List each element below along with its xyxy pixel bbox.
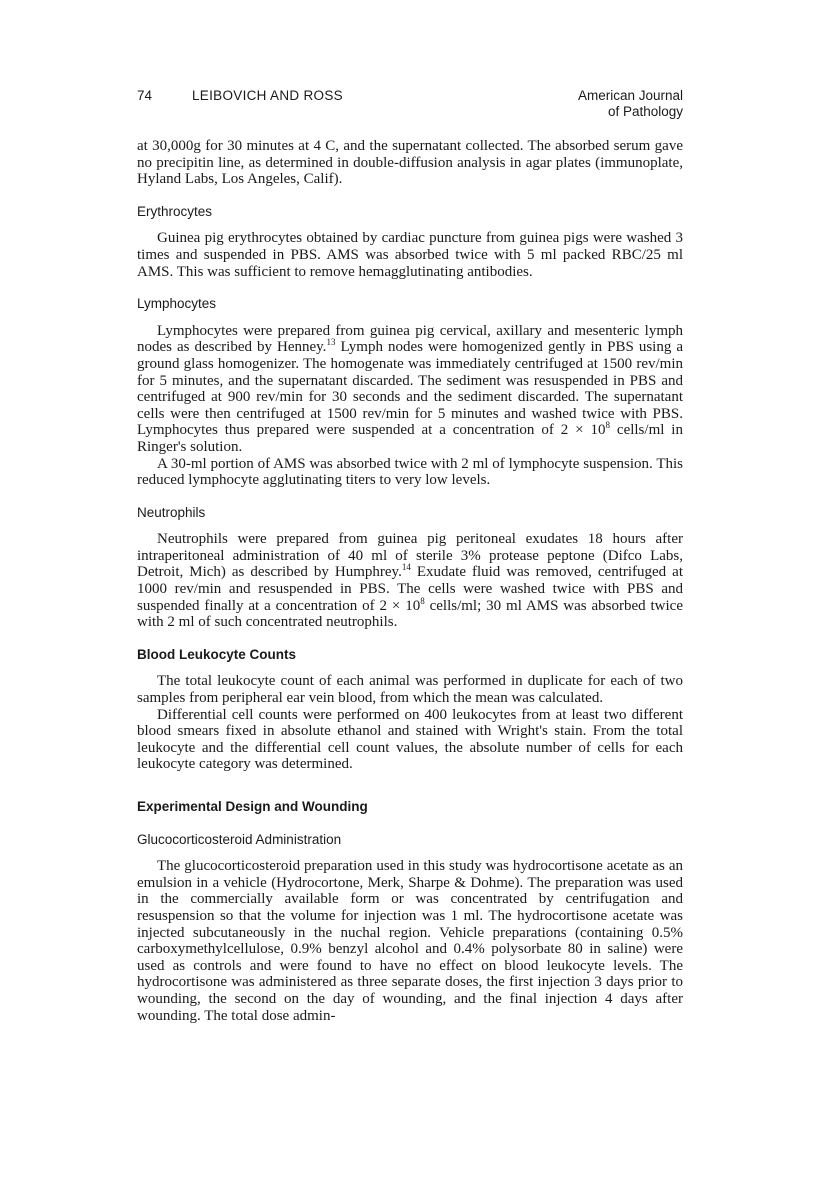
page-number: 74 xyxy=(137,88,153,103)
journal-name-line2: of Pathology xyxy=(607,104,683,119)
paragraph-erythrocytes: Guinea pig erythrocytes obtained by cardiac puncture from guinea pigs were washed 3 times and suspended in PBS. AMS was absorbed twice with 5 ml packed RBC/25 ml AMS. This was sufficient to remove hemagglutinating antibodies. xyxy=(137,230,683,280)
heading-experimental-design: Experimental Design and Wounding xyxy=(137,799,368,814)
reference-13: 13 xyxy=(326,337,336,348)
journal-name xyxy=(578,88,683,120)
continued-paragraph: at 30,000g for 30 minutes at 4 C, and the supernatant collected. The absorbed serum gave no precipitin line, as determined in double-diffusion analysis in agar plates (immunoplate, Hyland Labs, Los Angeles, Calif). xyxy=(137,138,683,188)
reference-14: 14 xyxy=(401,562,411,573)
journal-name-line1: American Journal xyxy=(577,88,683,103)
running-header xyxy=(137,88,683,124)
paragraph-lymphocytes-2: A 30-ml portion of AMS was absorbed twice with 2 ml of lymphocyte suspension. This reduced lymphocyte agglutinating titers to very low levels. xyxy=(137,455,683,489)
paragraph-lymphocytes-1: Lymphocytes were prepared from guinea pig cervical, axillary and mesenteric lymph nodes as described by Henney.$^{13}$ Lymph nodes were homogenized gently in PBS using a ground glass homogenizer. The homogenate was immediately centrifuged at 1500 rev/min for 5 minutes, and the supernatant discarded. The sediment was resuspended in PBS and centrifuged at 900 rev/min for 30 seconds and the sediment discarded. The supernatant cells were then centrifuged at 1500 rev/min for 5 minutes and washed twice with PBS. Lymphocytes thus prepared were suspended at a concentration of $2 \times 10^8$ cells/ml in Ringer's solution. xyxy=(137,322,683,455)
heading-erythrocytes: Erythrocytes xyxy=(137,203,213,219)
running-authors: LEIBOVICH AND ROSS xyxy=(192,88,343,103)
heading-neutrophils: Neutrophils xyxy=(137,504,206,520)
paragraph-neutrophils: Neutrophils were prepared from guinea pig peritoneal exudates 18 hours after intraperitoneal administration of 40 ml of sterile 3% protease peptone (Difco Labs, Detroit, Mich) as described by Humphrey.$^{14}$ Exudate fluid was removed, centrifuged at 1000 rev/min and resuspended in PBS. The cells were washed twice with PBS and suspended finally at a concentration of $2 \times 10^8$ cells/ml; 30 ml AMS was absorbed twice with 2 ml of such concentrated neutrophils. xyxy=(137,531,684,631)
article-body xyxy=(137,138,683,1024)
heading-glucocorticosteroid: Glucocorticosteroid Administration xyxy=(137,831,342,847)
heading-lymphocytes: Lymphocytes xyxy=(137,296,217,312)
paragraph-blood-1: The total leukocyte count of each animal was performed in duplicate for each of two samples from peripheral ear vein blood, from which the mean was calculated. xyxy=(137,673,683,707)
heading-blood-leukocyte-counts: Blood Leukocyte Counts xyxy=(137,646,297,662)
paragraph-glucocorticosteroid: The glucocorticosteroid preparation used in this study was hydrocortisone acetate as an emulsion in a vehicle (Hydrocortone, Merk, Sharpe & Dohme). The preparation was used in the commercially available form or was concentrated by centrifugation and resuspension so that the volume for injection was 1 ml. The hydrocortisone acetate was injected subcutaneously in the nuchal region. Vehicle preparations (containing 0.5% carboxymethylcellulose, 0.9% benzyl alcohol and 0.4% polysorbate 80 in saline) were used as controls and were found to have no effect on blood leukocyte levels. The hydrocortisone was administered as three separate doses, the first injection 3 days prior to wounding, the second on the day of wounding, and the final injection 4 days after wounding. The total dose admin- xyxy=(137,858,683,1024)
paragraph-blood-2: Differential cell counts were performed on 400 leukocytes from at least two different blood smears fixed in absolute ethanol and stained with Wright's stain. From the total leukocyte and the differential cell count values, the absolute number of cells for each leukocyte category was determined. xyxy=(137,706,683,773)
